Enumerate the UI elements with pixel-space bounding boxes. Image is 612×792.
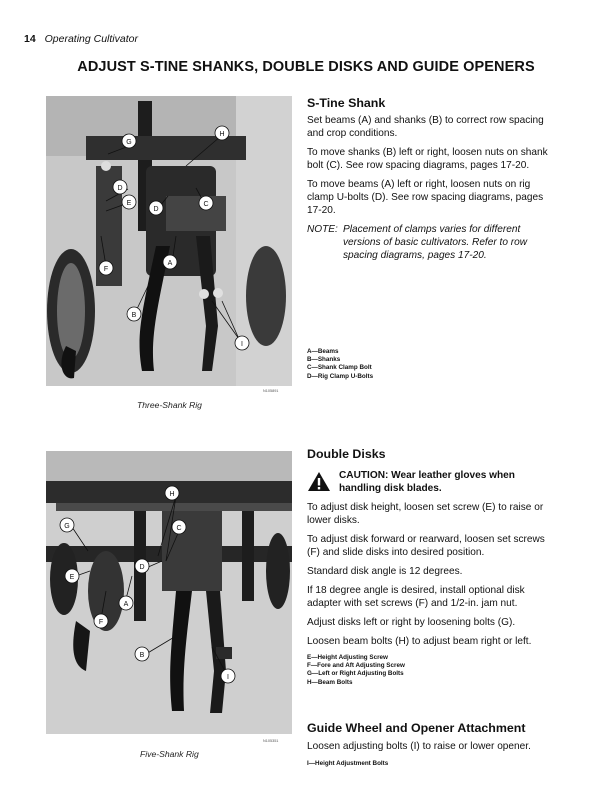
page-header <box>24 33 138 45</box>
page-title: ADJUST S-TINE SHANKS, DOUBLE DISKS AND GUIDE OPENERS <box>77 59 535 75</box>
callout-i: I <box>227 674 229 681</box>
disks-legend <box>307 654 551 687</box>
stine-legend <box>307 348 551 381</box>
callout-g: G <box>126 139 132 146</box>
caution-text: CAUTION: Wear leather gloves when handling disk blades. <box>339 470 515 494</box>
section-title: Operating Cultivator <box>44 33 138 45</box>
disks-paragraph-6: Loosen beam bolts (H) to adjust beam right or left. <box>307 636 532 647</box>
legend-item: E—Height Adjusting Screw <box>307 654 388 661</box>
callout-h: H <box>219 131 225 138</box>
figure1-code: N105891 <box>263 389 279 393</box>
disks-heading: Double Disks <box>307 447 386 461</box>
note-text: Placement of clamps varies for different versions of basic cultivators. Refer to row spacing diagrams, pages 17-20. <box>343 224 527 261</box>
note-label: NOTE: <box>307 224 338 235</box>
legend-item: H—Beam Bolts <box>307 678 353 686</box>
stine-paragraph-3: To move beams (A) left or right, loosen nuts on rig clamp U-bolts (D). See row spacing diagrams, pages 17-20. <box>307 179 544 216</box>
disks-paragraph-2: To adjust disk forward or rearward, loosen set screws (F) and slide disks into desired position. <box>307 534 545 558</box>
five-shank-rig-photo <box>46 451 292 734</box>
callout-b: B <box>139 652 145 659</box>
callout-a: A <box>123 601 129 608</box>
callout-h: H <box>169 491 175 498</box>
page-number: 14 <box>24 33 36 45</box>
caution-block <box>307 469 551 495</box>
callout-f: F <box>103 266 109 273</box>
stine-section <box>307 96 551 262</box>
figure1-caption: Three-Shank Rig <box>137 400 202 410</box>
legend-item: G—Left or Right Adjusting Bolts <box>307 670 404 678</box>
legend-item: C—Shank Clamp Bolt <box>307 364 372 372</box>
callout-e: E <box>126 200 132 207</box>
callout-c: C <box>203 201 209 208</box>
callout-g: G <box>64 523 70 530</box>
stine-heading: S-Tine Shank <box>307 96 386 110</box>
callout-c: C <box>176 525 182 532</box>
callout-e: E <box>69 574 75 581</box>
figure2-code: N105351 <box>263 739 279 743</box>
guide-legend <box>307 760 551 768</box>
callout-d: D <box>139 564 145 571</box>
guide-section <box>307 721 551 768</box>
legend-item: B—Shanks <box>307 356 341 364</box>
three-shank-rig-illustration <box>46 96 292 386</box>
disks-paragraph-5: Adjust disks left or right by loosening bolts (G). <box>307 617 516 628</box>
figure2-caption: Five-Shank Rig <box>140 749 199 759</box>
legend-item: D—Rig Clamp U-Bolts <box>307 372 374 380</box>
callout-d: D <box>117 185 123 192</box>
disks-paragraph-3: Standard disk angle is 12 degrees. <box>307 566 463 577</box>
warning-icon <box>307 471 331 492</box>
five-shank-rig-illustration <box>46 451 292 734</box>
disks-section <box>307 447 551 687</box>
guide-paragraph-1: Loosen adjusting bolts (I) to raise or lower opener. <box>307 741 531 752</box>
callout-b: B <box>131 312 137 319</box>
guide-heading: Guide Wheel and Opener Attachment <box>307 721 526 735</box>
stine-paragraph-1: Set beams (A) and shanks (B) to correct row spacing and crop conditions. <box>307 115 544 139</box>
stine-paragraph-2: To move shanks (B) left or right, loosen nuts on shank bolt (C). See row spacing diagrams, pages 17-20. <box>307 147 548 171</box>
callout-d-2: D <box>153 206 159 213</box>
callout-f: F <box>98 619 104 626</box>
three-shank-rig-photo <box>46 96 292 386</box>
disks-paragraph-4: If 18 degree angle is desired, install optional disk adapter with set screws (F) and 1/2-in. jam nut. <box>307 585 525 609</box>
disks-paragraph-1: To adjust disk height, loosen set screw (E) to raise or lower disks. <box>307 502 544 526</box>
legend-item: I—Height Adjustment Bolts <box>307 760 389 767</box>
legend-item: F—Fore and Aft Adjusting Screw <box>307 662 405 670</box>
callout-a: A <box>167 260 173 267</box>
legend-item: A—Beams <box>307 348 339 355</box>
callout-i: I <box>241 341 243 348</box>
stine-note <box>307 223 551 262</box>
